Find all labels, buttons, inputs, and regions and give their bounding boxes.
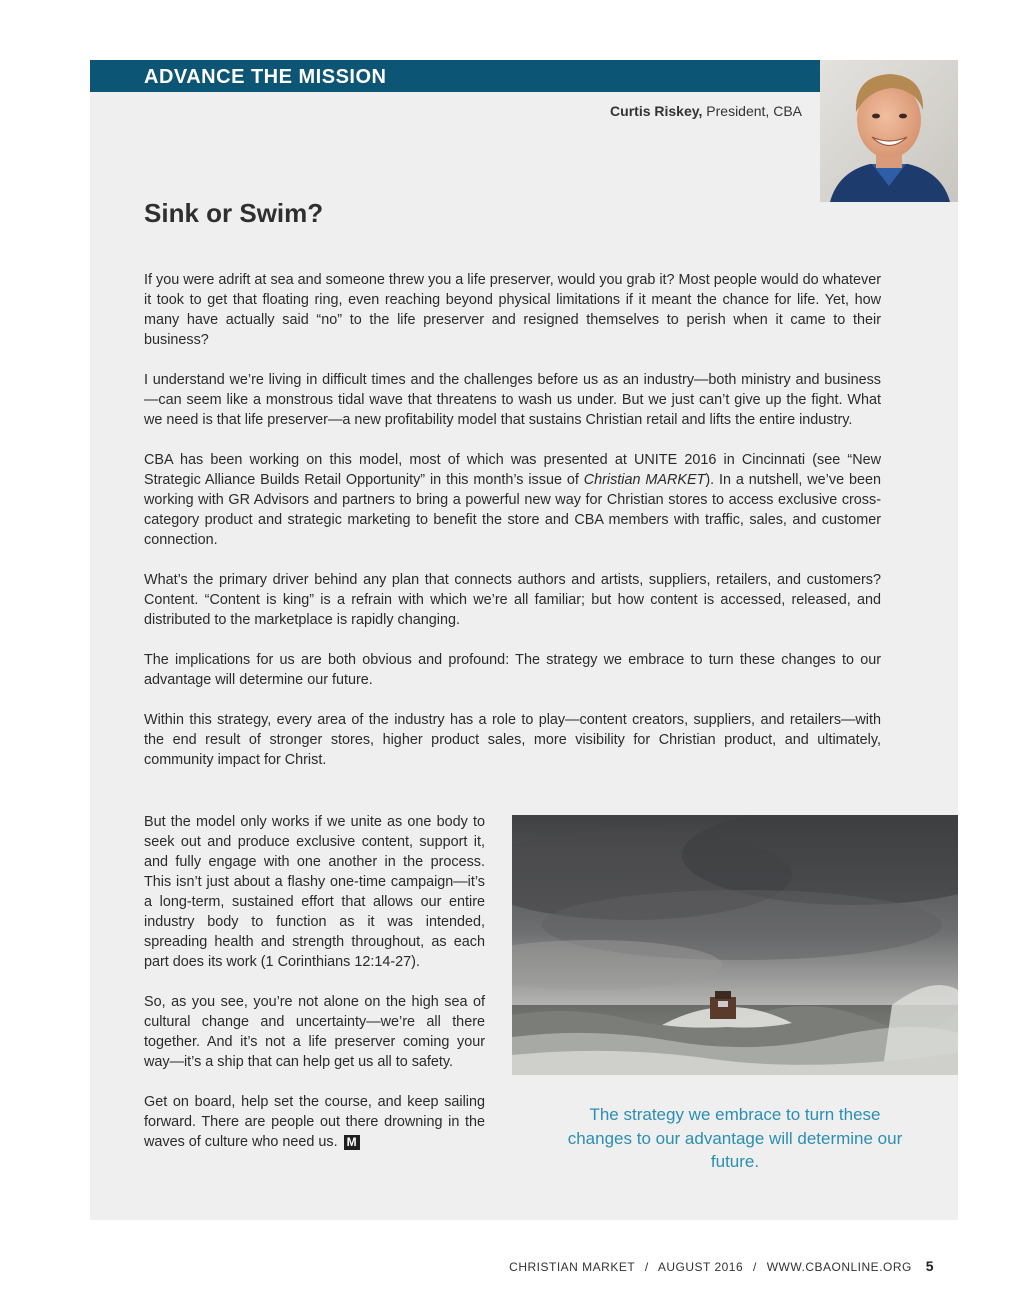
paragraph-text: ). In a nutshell, we’ve been working with GR Advisors and partners to bring a powerful new way for Christian stores to access exclusive cross-category product and strategic marketing to benefit the store and CBA members with traffic, sales, and customer connection. — [144, 472, 881, 548]
article-body-left-column — [144, 812, 485, 1172]
author-photo — [820, 60, 958, 202]
author-role: President, CBA — [706, 103, 802, 119]
article-title: Sink or Swim? — [144, 198, 324, 228]
page-number: 5 — [925, 1258, 934, 1274]
magazine-title: Christian MARKET — [583, 472, 706, 488]
boat-at-sea-photo — [512, 815, 958, 1075]
article-body — [144, 270, 881, 790]
end-mark-icon: M — [344, 1135, 360, 1150]
paragraph — [144, 450, 881, 550]
pull-quote: The strategy we embrace to turn these changes to our advantage will determine our future. — [567, 1105, 903, 1171]
footer-separator: / — [753, 1260, 757, 1274]
section-header: ADVANCE THE MISSION — [144, 66, 387, 88]
paragraph: If you were adrift at sea and someone threw you a life preserver, would you grab it? Most people would do whatever it took to get that floating ring, even reaching beyond physical limitations if it meant the chance for life. Yet, how many have actually said “no” to the life preserver and resigned themselves to perish when it came to their business? — [144, 272, 881, 348]
footer-separator: / — [644, 1260, 649, 1274]
author-name: Curtis Riskey, — [610, 103, 703, 119]
paragraph: So, as you see, you’re not alone on the high sea of cultural change and uncertainty—we’re all there together. And it’s not a life preserver coming your way—it’s a ship that can help get us all to safety. — [144, 994, 485, 1070]
paragraph: But the model only works if we unite as one body to seek out and produce exclusive content, support it, and fully engage with one another in the process. This isn’t just about a flashy one-time campaign—it’s a long-term, sustained effort that allows our entire industry body to function as it was intended, spreading health and strength throughout, as each part does its work (1 Corinthians 12:14-27). — [144, 814, 485, 970]
footer-website-link[interactable]: WWW.CBAONLINE.ORG — [766, 1260, 912, 1274]
footer-issue-date: AUGUST 2016 — [657, 1260, 744, 1274]
section-header-bar — [90, 60, 820, 92]
paragraph-text: Get on board, help set the course, and keep sailing forward. There are people out there drowning in the waves of culture who need us. — [144, 1094, 485, 1150]
paragraph: I understand we’re living in difficult times and the challenges before us as an industry—both ministry and business—can seem like a monstrous tidal wave that threatens to wash us under. But we just can’t give up the fight. What we need is that life preserver—a new profitability model that sustains Christian retail and lifts the entire industry. — [144, 372, 881, 428]
paragraph: The implications for us are both obvious and profound: The strategy we embrace to turn these changes to our advantage will determine our future. — [144, 652, 881, 688]
page-footer — [509, 1258, 934, 1274]
paragraph: Within this strategy, every area of the industry has a role to play—content creators, suppliers, and retailers—with the end result of stronger stores, higher product sales, more visibility for Christian product, and ultimately, community impact for Christ. — [144, 712, 881, 768]
byline — [610, 103, 802, 119]
paragraph: What’s the primary driver behind any plan that connects authors and artists, suppliers, retailers, and customers? Content. “Content is king” is a refrain with which we’re all familiar; but how content is accessed, released, and distributed to the marketplace is rapidly changing. — [144, 572, 881, 628]
footer-publication: CHRISTIAN MARKET — [509, 1260, 635, 1274]
paragraph-text: CBA has been working on this model, most of which was presented at UNITE 2016 in Cincinnati (see “New Strategic Alliance Builds Retail Opportunity” in this month’s issue of — [144, 452, 881, 488]
paragraph — [144, 1092, 485, 1152]
